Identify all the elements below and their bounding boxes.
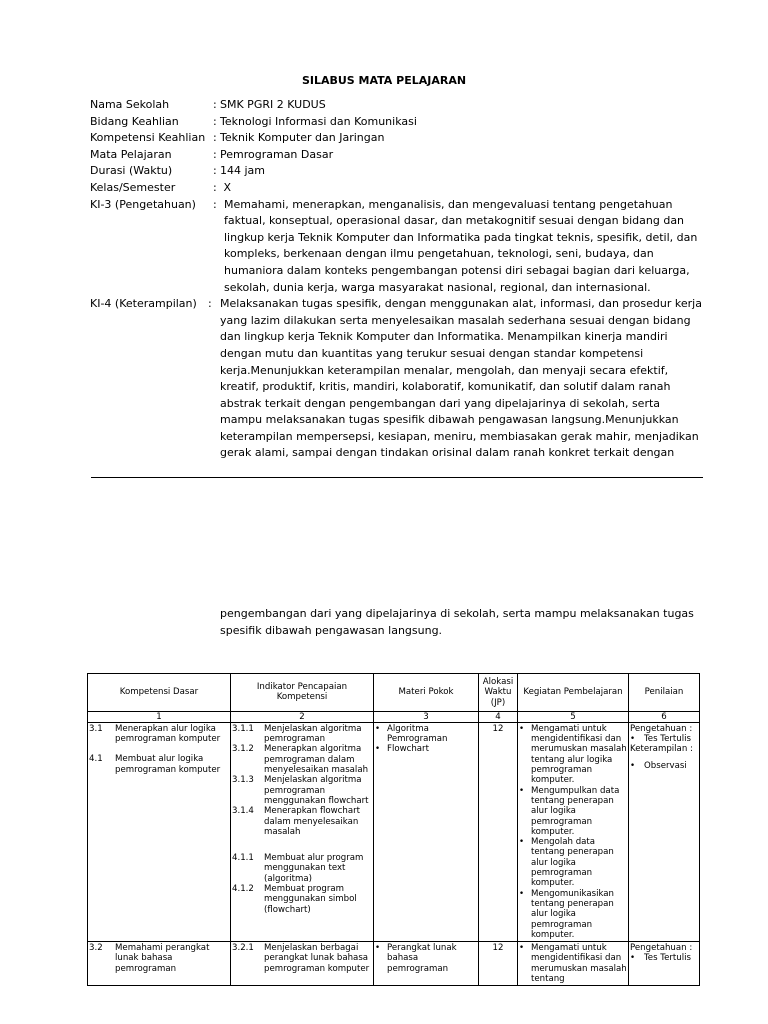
- info-value: X: [220, 180, 232, 194]
- info-row-competency: Kompetensi Keahlian : Teknik Komputer dan Jaringan: [90, 130, 710, 147]
- bullet-icon: •: [375, 723, 381, 734]
- info-value: 144 jam: [220, 164, 266, 178]
- cell-kegiatan: • Mengamati untuk mengidentifikasi dan merumuskan masalah tentang: [519, 943, 627, 985]
- column-number: 2: [231, 711, 374, 722]
- info-label: Nama Sekolah: [90, 98, 170, 111]
- document-title: SILABUS MATA PELAJARAN: [301, 74, 467, 87]
- info-label: Kompetensi Keahlian: [90, 131, 206, 145]
- bullet-icon: •: [630, 760, 636, 771]
- info-row-field: Bidang Keahlian : Teknologi Informasi dan Komunikasi: [90, 114, 710, 131]
- info-label: Kelas/Semester: [90, 180, 176, 194]
- table-row: [88, 942, 700, 986]
- bullet-icon: •: [375, 943, 381, 954]
- cell-kompetensi-dasar: 3.2 Memahami perangkat lunak bahasa pemrograman: [88, 942, 231, 986]
- cell-kompetensi-dasar: 3.1 Menerapkan alur logika pemrograman komputer 4.1 Membuat alur logika pemrograman komputer: [88, 722, 231, 941]
- header-penilaian: Penilaian: [629, 674, 700, 712]
- bullet-icon: •: [519, 723, 525, 734]
- info-row-class: Kelas/Semester : X: [90, 180, 710, 197]
- ki3-text: Memahami, menerapkan, menganalisis, dan mengevaluasi tentang pengetahuan faktual, konseptual, operasional dasar, dan metakognitif sesuai dengan bidang dan lingkup kerja Teknik Komputer dan Informatika pada tingkat teknis, spesifik, detil, dan kompleks, berkenaan dengan ilmu pengetahuan, teknologi, seni, budaya, dan humaniora dalam konteks pengembangan potensi diri sebagai bagian dari keluarga, sekolah, dunia kerja, warga masyarakat nasional, regional, dan internasional.: [224, 197, 698, 294]
- bullet-icon: •: [519, 785, 525, 796]
- header-kompetensi-dasar: Kompetensi Dasar: [88, 674, 231, 712]
- column-number: 3: [374, 711, 479, 722]
- cell-kegiatan: • Mengamati untuk mengidentifikasi dan merumuskan masalah tentang alur logika pemrograman komputer. • Mengumpulkan data tentang penerapan alur logika pemrograman komputer. • Mengolah data tentang penerapan alur logika pemrograman komputer. • Mengomunikasikan tentang penerapan alur logika pemrograman komputer.: [519, 723, 627, 940]
- header-alokasi-waktu: Alokasi Waktu (JP): [479, 674, 518, 712]
- cell-penilaian: Pengetahuan : • Tes Tertulis Keterampilan : • Observasi: [629, 722, 700, 941]
- ki4-text: Melaksanakan tugas spesifik, dengan menggunakan alat, informasi, dan prosedur kerja yang lazim dilakukan serta menyelesaikan masalah sederhana sesuai dengan bidang dan lingkup kerja Teknik Komputer dan Informatika. Menampilkan kinerja mandiri dengan mutu dan kuantitas yang terukur sesuai dengan standar kompetensi kerja.Menunjukkan keterampilan menalar, mengolah, dan menyaji secara efektif, kreatif, produktif, kritis, mandiri, kolaboratif, komunikatif, dan solutif dalam ranah abstrak terkait dengan pengembangan dari yang dipelajarinya di sekolah, serta mampu melaksanakan tugas spesifik dibawah pengawasan langsung.Menunjukkan keterampilan mempersepsi, kesiapan, meniru, membiasakan gerak mahir, menjadikan gerak alami, sampai dengan tindakan orisinal dalam ranah konkret terkait dengan: [220, 297, 702, 460]
- ki4-continuation: pengembangan dari yang dipelajarinya di sekolah, serta mampu melaksanakan tugas spesifik dibawah pengawasan langsung.: [220, 607, 694, 637]
- ki4-row: KI-4 (Keterampilan) : Melaksanakan tugas spesifik, dengan menggunakan alat, informasi, dan prosedur kerja yang lazim dilakukan serta menyelesaikan masalah sederhana sesuai dengan bidang dan lingkup kerja Teknik Komputer dan Informatika. Menampilkan kinerja mandiri dengan mutu dan kuantitas yang terukur sesuai dengan standar kompetensi kerja.Menunjukkan keterampilan menalar, mengolah, dan menyaji secara efektif, kreatif, produktif, kritis, mandiri, kolaboratif, komunikatif, dan solutif dalam ranah abstrak terkait dengan pengembangan dari yang dipelajarinya di sekolah, serta mampu melaksanakan tugas spesifik dibawah pengawasan langsung.Menunjukkan keterampilan mempersepsi, kesiapan, meniru, membiasakan gerak mahir, menjadikan gerak alami, sampai dengan tindakan orisinal dalam ranah konkret terkait dengan: [90, 296, 710, 462]
- info-value: Teknologi Informasi dan Komunikasi: [220, 114, 417, 128]
- bullet-icon: •: [519, 837, 525, 848]
- column-number: 1: [88, 711, 231, 722]
- cell-penilaian: Pengetahuan : • Tes Tertulis: [629, 942, 700, 986]
- ki3-row: KI-3 (Pengetahuan) : Memahami, menerapkan, menganalisis, dan mengevaluasi tentang pengetahuan faktual, konseptual, operasional dasar, dan metakognitif sesuai dengan bidang dan lingkup kerja Teknik Komputer dan Informatika pada tingkat teknis, spesifik, detil, dan kompleks, berkenaan dengan ilmu pengetahuan, teknologi, seni, budaya, dan humaniora dalam konteks pengembangan potensi diri sebagai bagian dari keluarga, sekolah, dunia kerja, warga masyarakat nasional, regional, dan internasional.: [90, 197, 710, 297]
- cell-indikator: 3.1.1 Menjelaskan algoritma pemrograman 3.1.2 Menerapkan algoritma pemrograman dalam menyelesaikan masalah 3.1.3 Menjelaskan algoritma pemrograman menggunakan flowchart 3.1.4 Menerapkan flowchart dalam menyelesaikan masalah 4.1.1 Membuat alur program menggunakan text (algoritma) 4.1.2 Membuat program menggunakan simbol (flowchart): [231, 722, 374, 941]
- info-label: Mata Pelajaran: [90, 147, 172, 161]
- header-indikator: Indikator Pencapaian Kompetensi: [231, 674, 374, 712]
- header-materi-pokok: Materi Pokok: [374, 674, 479, 712]
- header-kegiatan: Kegiatan Pembelajaran: [518, 674, 629, 712]
- info-label: Bidang Keahlian: [90, 114, 179, 128]
- cell-alokasi-waktu: 12: [479, 942, 518, 986]
- cell-alokasi-waktu: 12: [479, 722, 518, 941]
- syllabus-table: [87, 673, 700, 986]
- cell-materi-pokok: • Algoritma Pemrograman • Flowchart: [374, 722, 479, 941]
- column-number: 6: [629, 711, 700, 722]
- info-row-subject: Mata Pelajaran : Pemrograman Dasar: [90, 147, 710, 164]
- bullet-icon: •: [375, 744, 381, 755]
- column-number: 4: [479, 711, 518, 722]
- cell-materi-pokok: • Perangkat lunak bahasa pemrograman: [374, 942, 479, 986]
- table-number-row: [88, 711, 700, 722]
- bullet-icon: •: [519, 888, 525, 899]
- info-value: Teknik Komputer dan Jaringan: [220, 131, 385, 145]
- table-header-row: [88, 674, 700, 712]
- page-divider: [91, 477, 703, 478]
- info-value: Pemrograman Dasar: [220, 147, 334, 161]
- info-row-duration: Durasi (Waktu) : 144 jam: [90, 163, 710, 180]
- ki3-label: KI-3 (Pengetahuan): [90, 197, 196, 211]
- identity-block: [90, 97, 710, 462]
- bullet-icon: •: [519, 943, 525, 954]
- bullet-icon: •: [630, 953, 636, 964]
- bullet-icon: •: [630, 734, 636, 745]
- column-number: 5: [518, 711, 629, 722]
- info-label: Durasi (Waktu): [90, 164, 173, 178]
- info-row-school: Nama Sekolah : SMK PGRI 2 KUDUS: [90, 97, 710, 114]
- ki4-label: KI-4 (Keterampilan): [90, 297, 197, 311]
- table-row: [88, 722, 700, 941]
- info-value: SMK PGRI 2 KUDUS: [220, 98, 326, 111]
- cell-indikator: 3.2.1 Menjelaskan berbagai perangkat lunak bahasa pemrograman komputer: [231, 942, 374, 986]
